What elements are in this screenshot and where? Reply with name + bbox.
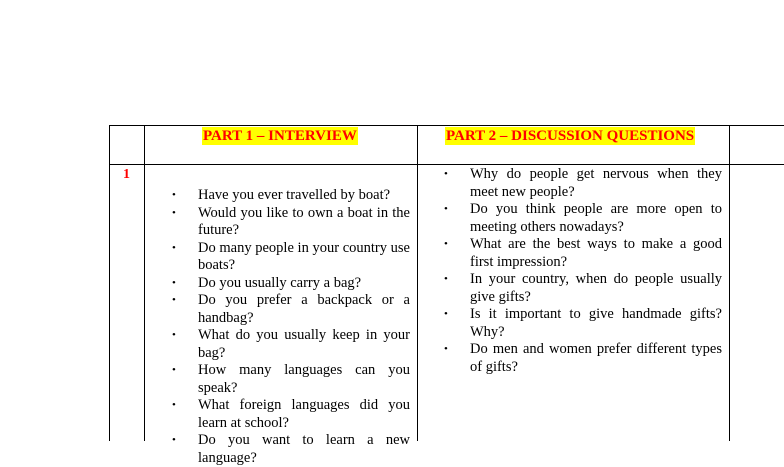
bullet-icon: • — [172, 276, 176, 289]
list-item — [170, 362, 410, 397]
question-text: Do men and women prefer different types of gifts? — [470, 341, 722, 375]
table-column-divider-number — [144, 125, 145, 441]
question-text: Why do people get nervous when they meet new people? — [470, 166, 722, 200]
question-text: Do you prefer a backpack or a handbag? — [198, 292, 410, 326]
header-part1-interview: PART 1 – INTERVIEW — [203, 128, 357, 144]
question-text: Would you like to own a boat in the future? — [198, 204, 410, 238]
bullet-icon: • — [172, 364, 176, 376]
header-part2-discussion: PART 2 – DISCUSSION QUESTIONS — [446, 128, 695, 144]
list-item — [170, 327, 410, 362]
list-item — [170, 397, 410, 432]
list-item — [170, 187, 410, 205]
bullet-icon: • — [172, 241, 176, 254]
list-item — [170, 240, 410, 275]
list-item — [442, 201, 722, 236]
part2-question-list — [442, 166, 722, 376]
bullet-icon: • — [172, 434, 176, 446]
list-item — [442, 166, 722, 201]
question-text: What do you usually keep in your bag? — [198, 327, 410, 361]
list-item — [442, 306, 722, 341]
list-item — [170, 432, 410, 467]
bullet-icon: • — [444, 273, 448, 285]
list-item — [442, 341, 722, 376]
bullet-icon: • — [444, 203, 448, 215]
bullet-icon: • — [444, 238, 448, 250]
bullet-icon: • — [172, 189, 176, 201]
bullet-icon: • — [172, 294, 176, 306]
list-item — [170, 205, 410, 240]
bullet-icon: • — [444, 308, 448, 320]
question-text: What are the best ways to make a good first impression? — [470, 236, 722, 270]
question-text: Do you think people are more open to meeting others nowadays? — [470, 201, 722, 235]
table-border-right — [729, 125, 730, 441]
table-border-left — [109, 125, 110, 441]
bullet-icon: • — [444, 168, 448, 180]
list-item — [170, 275, 410, 293]
question-text: Have you ever travelled by boat? — [198, 187, 391, 203]
bullet-icon: • — [172, 399, 176, 411]
table-column-divider-parts — [417, 125, 418, 441]
list-item — [442, 236, 722, 271]
bullet-icon: • — [444, 343, 448, 355]
question-text: What foreign languages did you learn at school? — [198, 397, 410, 431]
question-text: In your country, when do people usually give gifts? — [470, 271, 722, 305]
question-text: How many languages can you speak? — [198, 362, 410, 396]
question-text: Do you usually carry a bag? — [198, 274, 362, 291]
bullet-icon: • — [172, 206, 176, 219]
list-item — [170, 292, 410, 327]
list-item — [442, 271, 722, 306]
question-text: Is it important to give handmade gifts? Why? — [470, 306, 722, 340]
question-text: Do you want to learn a new language? — [198, 432, 410, 466]
table-border-top — [109, 125, 784, 126]
part1-question-list — [170, 187, 410, 467]
bullet-icon: • — [172, 329, 176, 341]
row-number: 1 — [123, 167, 130, 182]
question-text: Do many people in your country use boats? — [198, 239, 410, 273]
table-header-divider — [109, 164, 784, 165]
